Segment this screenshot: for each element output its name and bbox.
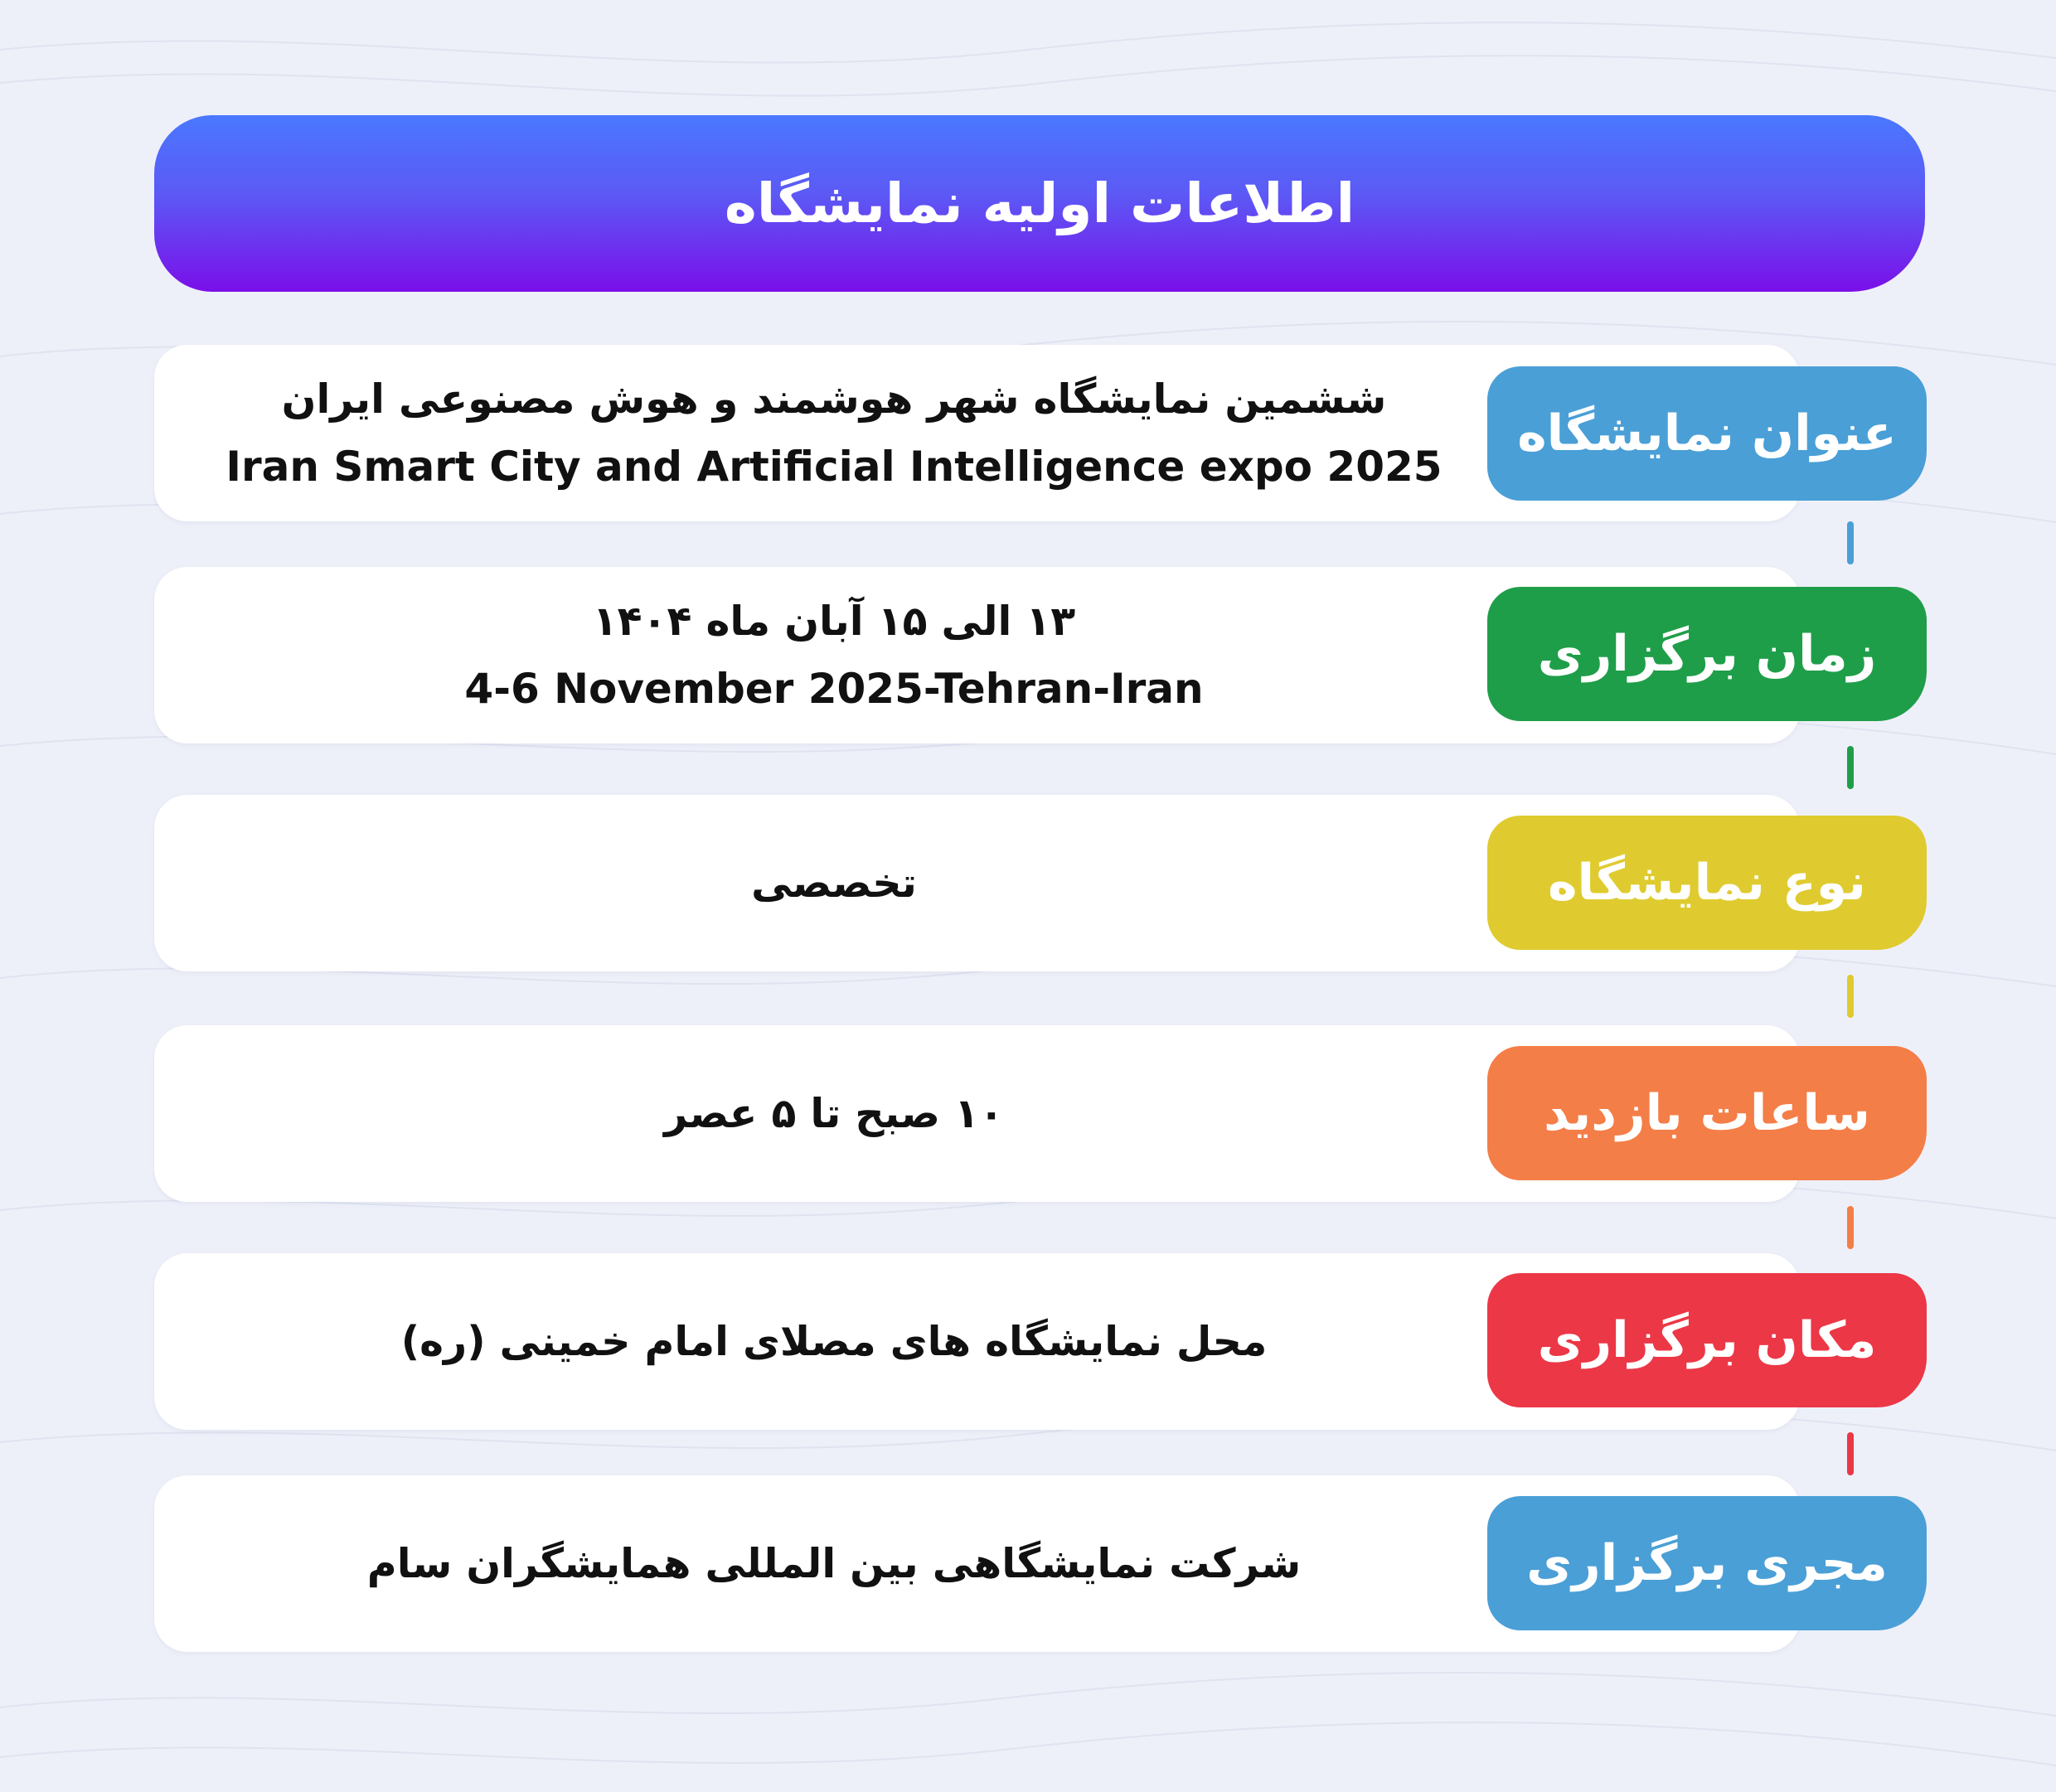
value-persian: تخصصی: [751, 859, 917, 907]
connector-line: [1847, 1206, 1854, 1249]
info-row-value: [154, 567, 1514, 743]
label-exhibition-title: عنوان نمایشگاه: [1487, 366, 1927, 501]
value-persian: ۱۰ صبح تا ۵ عصر: [664, 1089, 1004, 1137]
label-type: نوع نمایشگاه: [1487, 816, 1927, 950]
info-row-value: [154, 795, 1514, 971]
info-row-value: [154, 1025, 1514, 1202]
connector-line: [1847, 975, 1854, 1018]
page-header-banner: [154, 115, 1925, 292]
label-date: زمان برگزاری: [1487, 587, 1927, 721]
connector-line: [1847, 521, 1854, 564]
page-title: اطلاعات اولیه نمایشگاه: [724, 172, 1355, 235]
info-row-value: [154, 1475, 1514, 1652]
label-visiting-hours: ساعات بازدید: [1487, 1046, 1927, 1180]
value-english: Iran Smart City and Artificial Intelligence expo 2025: [225, 442, 1443, 491]
connector-line: [1847, 746, 1854, 789]
connector-line: [1847, 1432, 1854, 1475]
info-row-value: [154, 1253, 1514, 1430]
value-persian: محل نمایشگاه های مصلای امام خمینی (ره): [400, 1317, 1268, 1365]
value-persian: ششمین نمایشگاه شهر هوشمند و هوش مصنوعی ایران: [281, 375, 1387, 423]
label-venue: مکان برگزاری: [1487, 1273, 1927, 1407]
info-row-value: [154, 345, 1514, 521]
label-organizer: مجری برگزاری: [1487, 1496, 1927, 1630]
value-persian: شرکت نمایشگاهی بین المللی همایشگران سام: [366, 1539, 1302, 1587]
value-persian: ۱۳ الی ۱۵ آبان ماه ۱۴۰۴: [592, 597, 1076, 645]
value-english: 4-6 November 2025-Tehran-Iran: [464, 664, 1204, 713]
